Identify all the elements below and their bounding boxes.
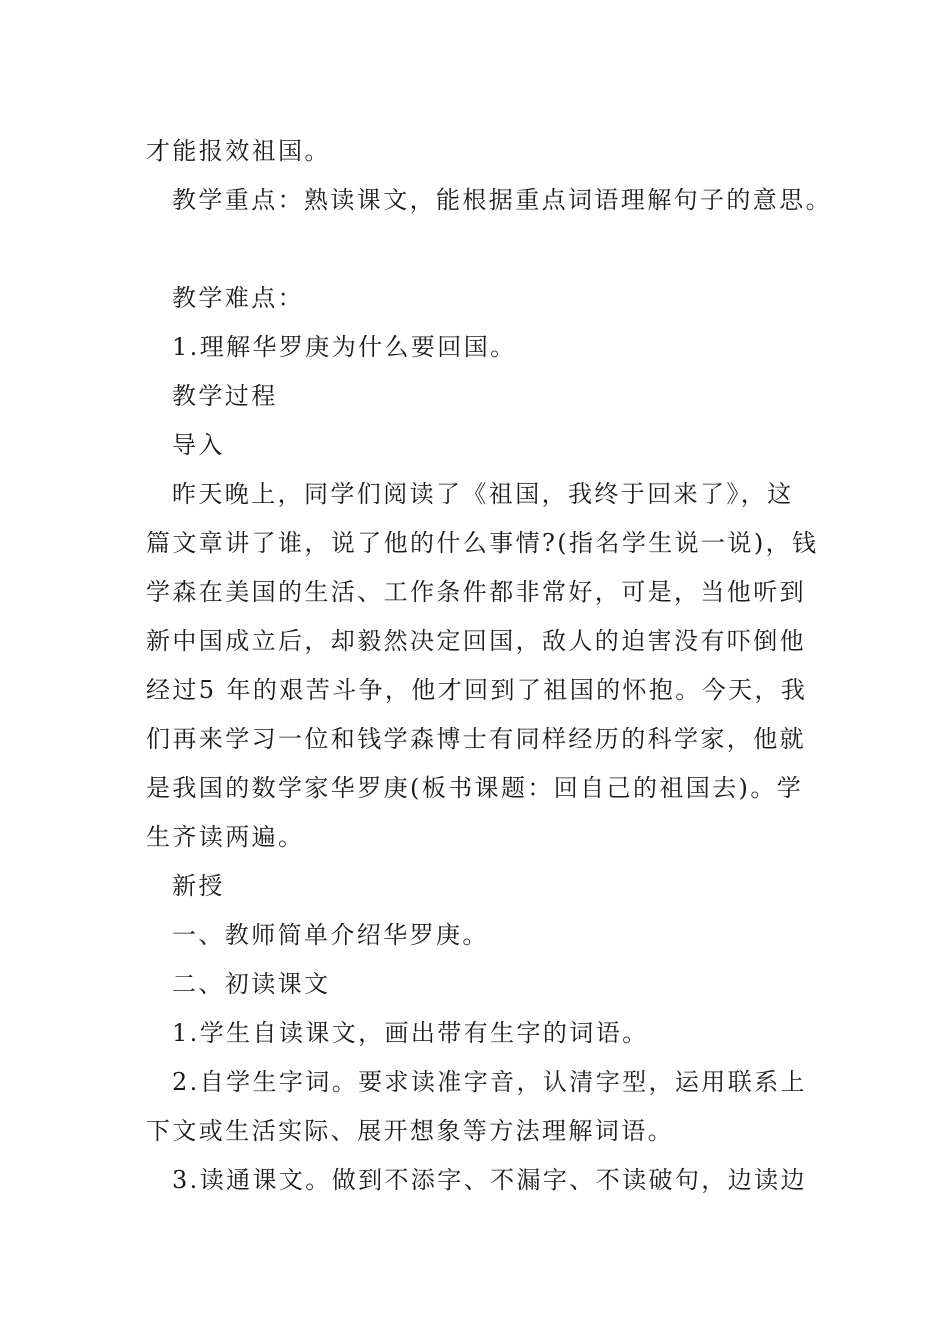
list-item: 1.学生自读课文，画出带有生字的词语。: [172, 1019, 649, 1047]
document-body: [146, 127, 832, 1205]
list-item: 3.读通课文。做到不添字、不漏字、不读破句，边读边: [172, 1166, 807, 1194]
teaching-focus: 教学重点：熟读课文，能根据重点词语理解句子的意思。: [172, 186, 832, 214]
paragraph-line: 们再来学习一位和钱学森博士有同样经历的科学家，他就: [146, 725, 806, 753]
list-item: 一、教师简单介绍华罗庚。: [172, 921, 489, 949]
section-heading-process: 教学过程: [172, 382, 278, 410]
paragraph-line: 下文或生活实际、展开想象等方法理解词语。: [146, 1117, 674, 1145]
list-item: 二、初读课文: [172, 970, 331, 998]
text-line: 才能报效祖国。: [146, 137, 331, 165]
section-heading-new: 新授: [172, 872, 225, 900]
paragraph-line: 新中国成立后，却毅然决定回国，敌人的迫害没有吓倒他: [146, 627, 806, 655]
list-item: 2.自学生字词。要求读准字音，认清字型，运用联系上: [172, 1068, 807, 1096]
paragraph-line: 是我国的数学家华罗庚(板书课题：回自己的祖国去)。学: [146, 774, 804, 802]
list-item: 1.理解华罗庚为什么要回国。: [172, 333, 517, 361]
section-heading-difficulty: 教学难点：: [172, 284, 304, 312]
paragraph-line: 生齐读两遍。: [146, 823, 305, 851]
paragraph-line: 篇文章讲了谁，说了他的什么事情?(指名学生说一说)，钱: [146, 529, 819, 557]
section-heading-intro: 导入: [172, 431, 225, 459]
paragraph-line: 学森在美国的生活、工作条件都非常好，可是，当他听到: [146, 578, 806, 606]
paragraph-line: 经过5 年的艰苦斗争，他才回到了祖国的怀抱。今天，我: [146, 676, 808, 704]
paragraph-line: 昨天晚上，同学们阅读了《祖国，我终于回来了》，这: [172, 480, 794, 508]
blank-line: [146, 225, 816, 274]
